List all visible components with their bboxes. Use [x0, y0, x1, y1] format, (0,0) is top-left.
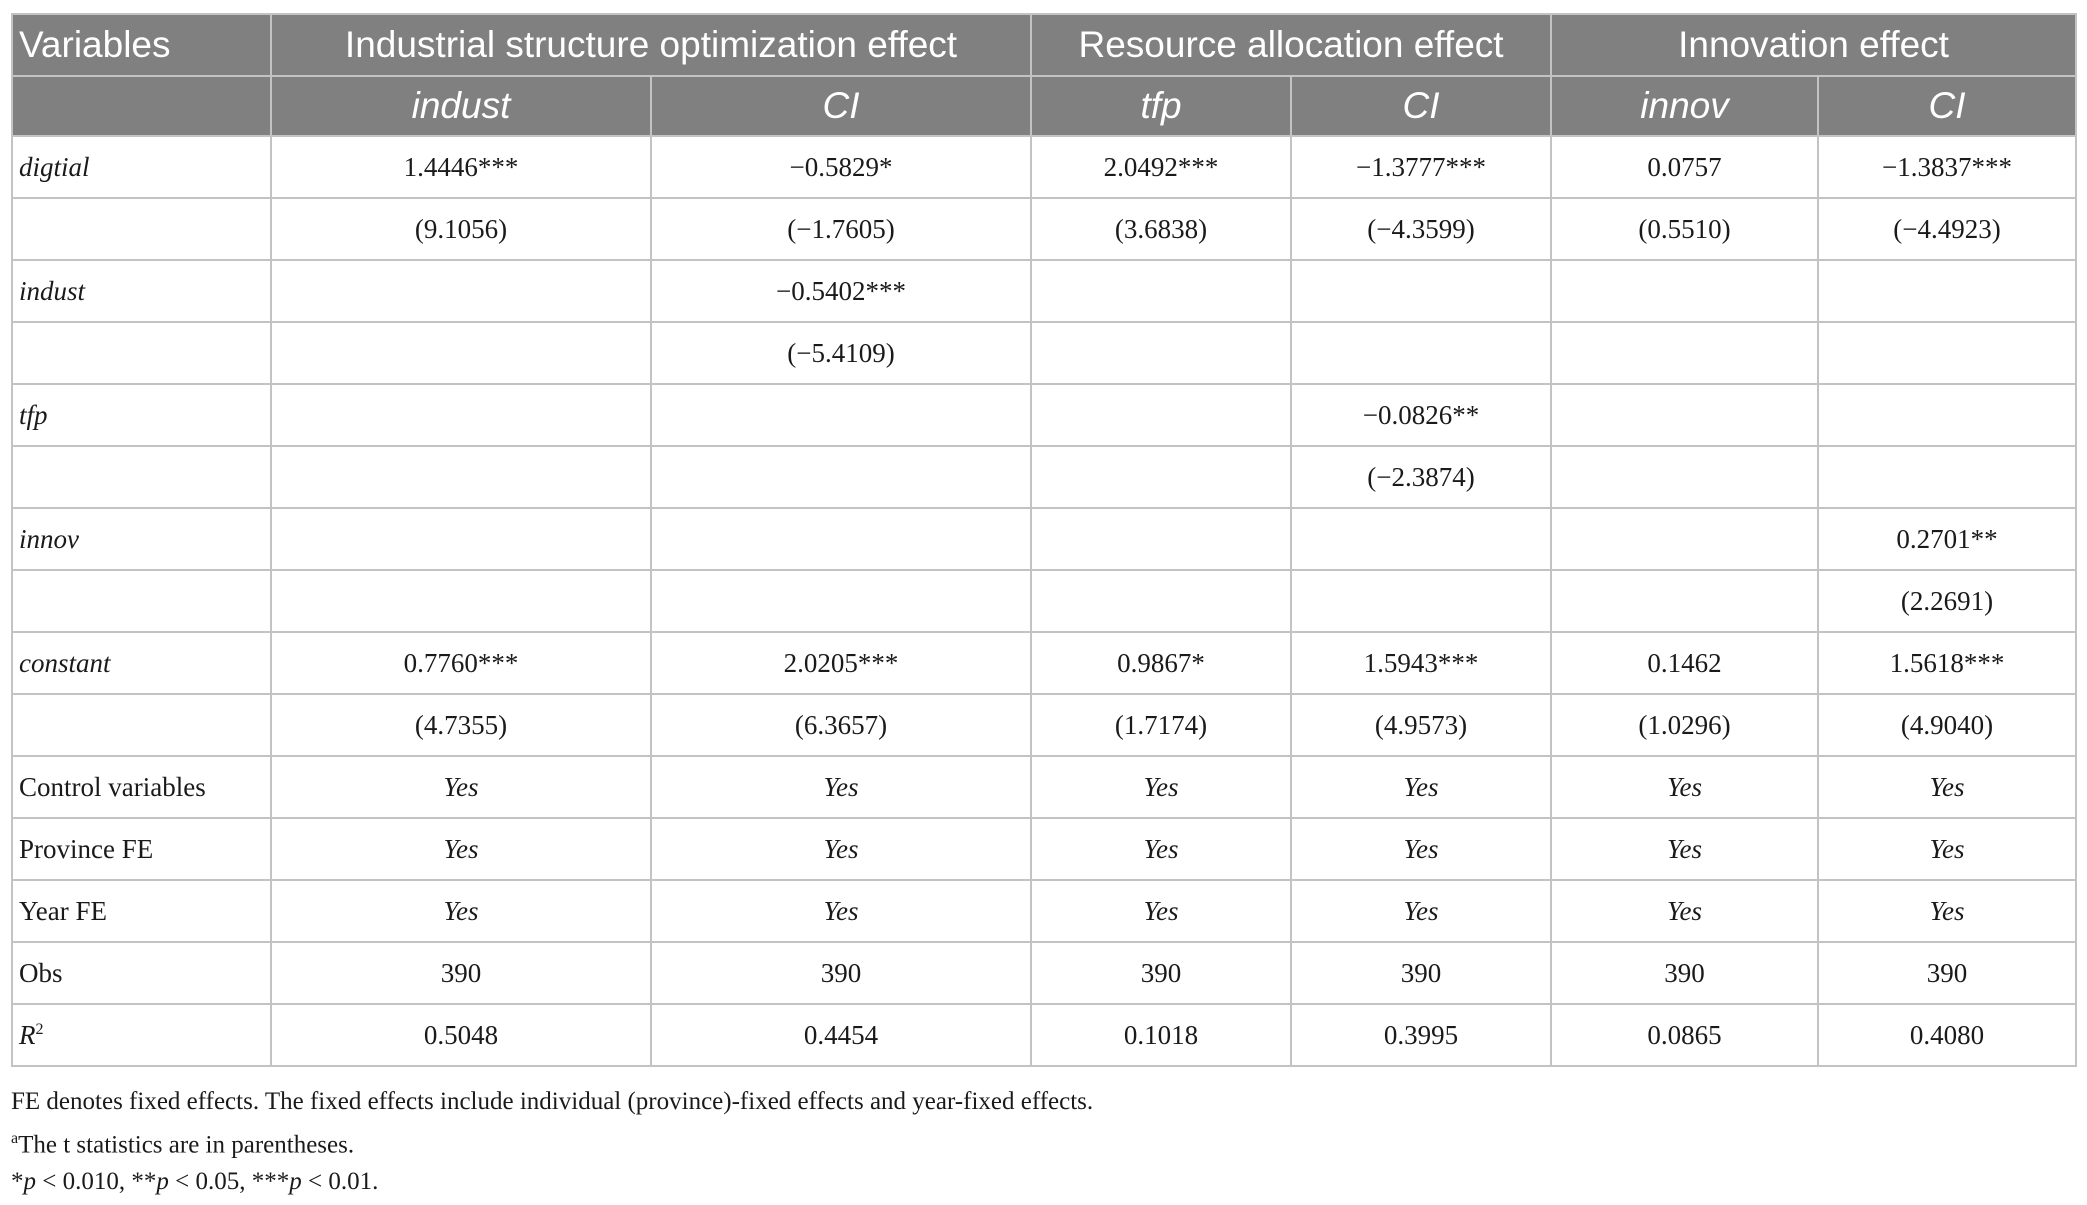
header-row-columns	[12, 76, 2076, 136]
table-cell	[1031, 322, 1291, 384]
table-cell: 0.1018	[1031, 1004, 1291, 1066]
table-cell: Yes	[1551, 818, 1818, 880]
table-cell: Yes	[651, 756, 1031, 818]
table-cell: 0.0865	[1551, 1004, 1818, 1066]
row-variable-label	[12, 446, 271, 508]
table-cell: 0.4080	[1818, 1004, 2076, 1066]
table-row	[12, 322, 2076, 384]
regression-table	[11, 13, 2077, 1067]
row-variable-label	[12, 632, 271, 694]
row-variable-label	[12, 942, 271, 1004]
table-cell: 390	[1291, 942, 1551, 1004]
row-variable-label	[12, 818, 271, 880]
table-cell: Yes	[1291, 818, 1551, 880]
table-cell: 390	[651, 942, 1031, 1004]
table-cell: 1.4446***	[271, 136, 651, 198]
sig-p-2: p	[156, 1168, 169, 1196]
table-cell	[1291, 570, 1551, 632]
table-cell: 0.3995	[1291, 1004, 1551, 1066]
table-cell: (−4.3599)	[1291, 198, 1551, 260]
sig-threshold-3: < 0.01.	[301, 1168, 379, 1196]
header-blank-cell	[12, 76, 271, 136]
table-cell	[1031, 260, 1291, 322]
table-cell: (2.2691)	[1818, 570, 2076, 632]
table-cell: Yes	[1291, 880, 1551, 942]
sig-threshold-1: < 0.010,	[36, 1168, 132, 1196]
row-variable-label	[12, 322, 271, 384]
table-cell: (−5.4109)	[651, 322, 1031, 384]
table-cell	[1818, 260, 2076, 322]
variable-name: constant	[19, 647, 111, 678]
table-cell	[1818, 446, 2076, 508]
table-cell	[271, 322, 651, 384]
table-cell: Yes	[1818, 880, 2076, 942]
group-header-resource: Resource allocation effect	[1031, 14, 1551, 76]
table-cell: 2.0205***	[651, 632, 1031, 694]
table-row	[12, 694, 2076, 756]
table-cell	[271, 570, 651, 632]
table-cell	[1291, 508, 1551, 570]
table-cell: (4.7355)	[271, 694, 651, 756]
variable-name: indust	[19, 275, 86, 306]
table-body	[12, 136, 2076, 1066]
row-variable-label	[12, 508, 271, 570]
table-cell: (1.7174)	[1031, 694, 1291, 756]
row-variable-label	[12, 694, 271, 756]
row-variable-label	[12, 260, 271, 322]
table-cell: Yes	[1291, 756, 1551, 818]
row-variable-label	[12, 880, 271, 942]
table-cell	[1031, 446, 1291, 508]
table-cell: −1.3777***	[1291, 136, 1551, 198]
table-cell: 0.4454	[651, 1004, 1031, 1066]
table-row	[12, 136, 2076, 198]
table-row	[12, 198, 2076, 260]
column-header-tfp: tfp	[1031, 76, 1291, 136]
table-cell	[271, 260, 651, 322]
table-cell: 0.7760***	[271, 632, 651, 694]
table-cell	[1291, 260, 1551, 322]
note-fixed-effects: FE denotes fixed effects. The fixed effects include individual (province)-fixed effects and year-fixed effects.	[11, 1088, 1094, 1115]
table-cell: (0.5510)	[1551, 198, 1818, 260]
table-cell: (3.6838)	[1031, 198, 1291, 260]
table-cell	[1031, 570, 1291, 632]
table-row	[12, 632, 2076, 694]
note-t-statistics-text: The t statistics are in parentheses.	[18, 1131, 355, 1159]
variable-name: R	[19, 1019, 36, 1050]
table-cell: Yes	[271, 880, 651, 942]
table-cell	[1031, 384, 1291, 446]
table-row	[12, 942, 2076, 1004]
table-cell: 390	[1818, 942, 2076, 1004]
table-cell: (1.0296)	[1551, 694, 1818, 756]
sig-threshold-2: < 0.05,	[168, 1168, 252, 1196]
table-cell: 0.2701**	[1818, 508, 2076, 570]
table-cell: −0.0826**	[1291, 384, 1551, 446]
note-footnote-mark: a	[11, 1130, 19, 1147]
table-cell	[1291, 322, 1551, 384]
table-cell: (−1.7605)	[651, 198, 1031, 260]
sig-star-2: **	[131, 1168, 157, 1196]
sig-p-3: p	[289, 1168, 302, 1196]
table-cell: Yes	[271, 756, 651, 818]
table-cell	[271, 384, 651, 446]
sig-star-1: *	[11, 1168, 24, 1196]
table-cell	[651, 508, 1031, 570]
table-cell: Yes	[1031, 756, 1291, 818]
table-cell: 0.0757	[1551, 136, 1818, 198]
row-variable-label	[12, 756, 271, 818]
table-cell: 2.0492***	[1031, 136, 1291, 198]
table-cell: Yes	[271, 818, 651, 880]
table-header	[12, 14, 2076, 136]
sig-star-3: ***	[251, 1168, 290, 1196]
note-t-statistics	[11, 1120, 2075, 1163]
table-notes	[11, 1083, 2075, 1200]
table-row	[12, 260, 2076, 322]
column-header-innov: innov	[1551, 76, 1818, 136]
column-header-ci-2: CI	[1291, 76, 1551, 136]
table-cell	[271, 508, 651, 570]
table-cell: Yes	[1031, 818, 1291, 880]
table-row	[12, 1004, 2076, 1066]
table-cell	[1551, 322, 1818, 384]
table-cell	[1818, 322, 2076, 384]
table-cell: Yes	[1818, 756, 2076, 818]
group-header-industrial: Industrial structure optimization effect	[271, 14, 1031, 76]
table-cell: Yes	[651, 880, 1031, 942]
table-row	[12, 756, 2076, 818]
row-variable-label	[12, 384, 271, 446]
table-row	[12, 446, 2076, 508]
table-row	[12, 570, 2076, 632]
row-variable-label	[12, 570, 271, 632]
column-header-indust: indust	[271, 76, 651, 136]
table-cell	[271, 446, 651, 508]
table-row	[12, 384, 2076, 446]
table-cell: −0.5829*	[651, 136, 1031, 198]
table-row	[12, 880, 2076, 942]
table-cell	[1551, 446, 1818, 508]
table-cell: 0.9867*	[1031, 632, 1291, 694]
table-cell: −1.3837***	[1818, 136, 2076, 198]
variable-name: Control variables	[19, 771, 206, 802]
table-cell: (4.9040)	[1818, 694, 2076, 756]
table-cell	[1818, 384, 2076, 446]
table-cell: (−2.3874)	[1291, 446, 1551, 508]
variable-name: Obs	[19, 957, 63, 988]
header-row-groups	[12, 14, 2076, 76]
table-cell	[1551, 508, 1818, 570]
variable-name: innov	[19, 523, 79, 554]
row-variable-label	[12, 1004, 271, 1066]
variable-superscript: 2	[35, 1020, 44, 1038]
table-cell	[651, 384, 1031, 446]
row-variable-label	[12, 198, 271, 260]
table-cell: 390	[1551, 942, 1818, 1004]
table-cell: Yes	[1551, 880, 1818, 942]
variable-name: Year FE	[19, 895, 108, 926]
table-cell: 390	[1031, 942, 1291, 1004]
table-cell: 1.5943***	[1291, 632, 1551, 694]
variable-name: tfp	[19, 399, 48, 430]
table-cell: (6.3657)	[651, 694, 1031, 756]
table-cell	[651, 446, 1031, 508]
variables-header: Variables	[12, 14, 271, 76]
table-cell: Yes	[1818, 818, 2076, 880]
table-cell: 0.1462	[1551, 632, 1818, 694]
table-cell: (9.1056)	[271, 198, 651, 260]
table-cell: −0.5402***	[651, 260, 1031, 322]
note-significance	[11, 1163, 2075, 1200]
table-cell	[1551, 570, 1818, 632]
table-cell	[1551, 260, 1818, 322]
table-cell: (−4.4923)	[1818, 198, 2076, 260]
row-variable-label	[12, 136, 271, 198]
variable-name: digtial	[19, 151, 90, 182]
sig-p-1: p	[23, 1168, 36, 1196]
table-cell: (4.9573)	[1291, 694, 1551, 756]
column-header-ci-3: CI	[1818, 76, 2076, 136]
table-cell: 1.5618***	[1818, 632, 2076, 694]
table-cell	[651, 570, 1031, 632]
regression-table-container	[11, 13, 2075, 1200]
table-cell: 0.5048	[271, 1004, 651, 1066]
table-row	[12, 818, 2076, 880]
table-cell: Yes	[651, 818, 1031, 880]
table-cell: Yes	[1551, 756, 1818, 818]
column-header-ci-1: CI	[651, 76, 1031, 136]
table-cell: 390	[271, 942, 651, 1004]
table-cell	[1031, 508, 1291, 570]
table-row	[12, 508, 2076, 570]
variable-name: Province FE	[19, 833, 154, 864]
table-cell: Yes	[1031, 880, 1291, 942]
table-cell	[1551, 384, 1818, 446]
group-header-innovation: Innovation effect	[1551, 14, 2076, 76]
